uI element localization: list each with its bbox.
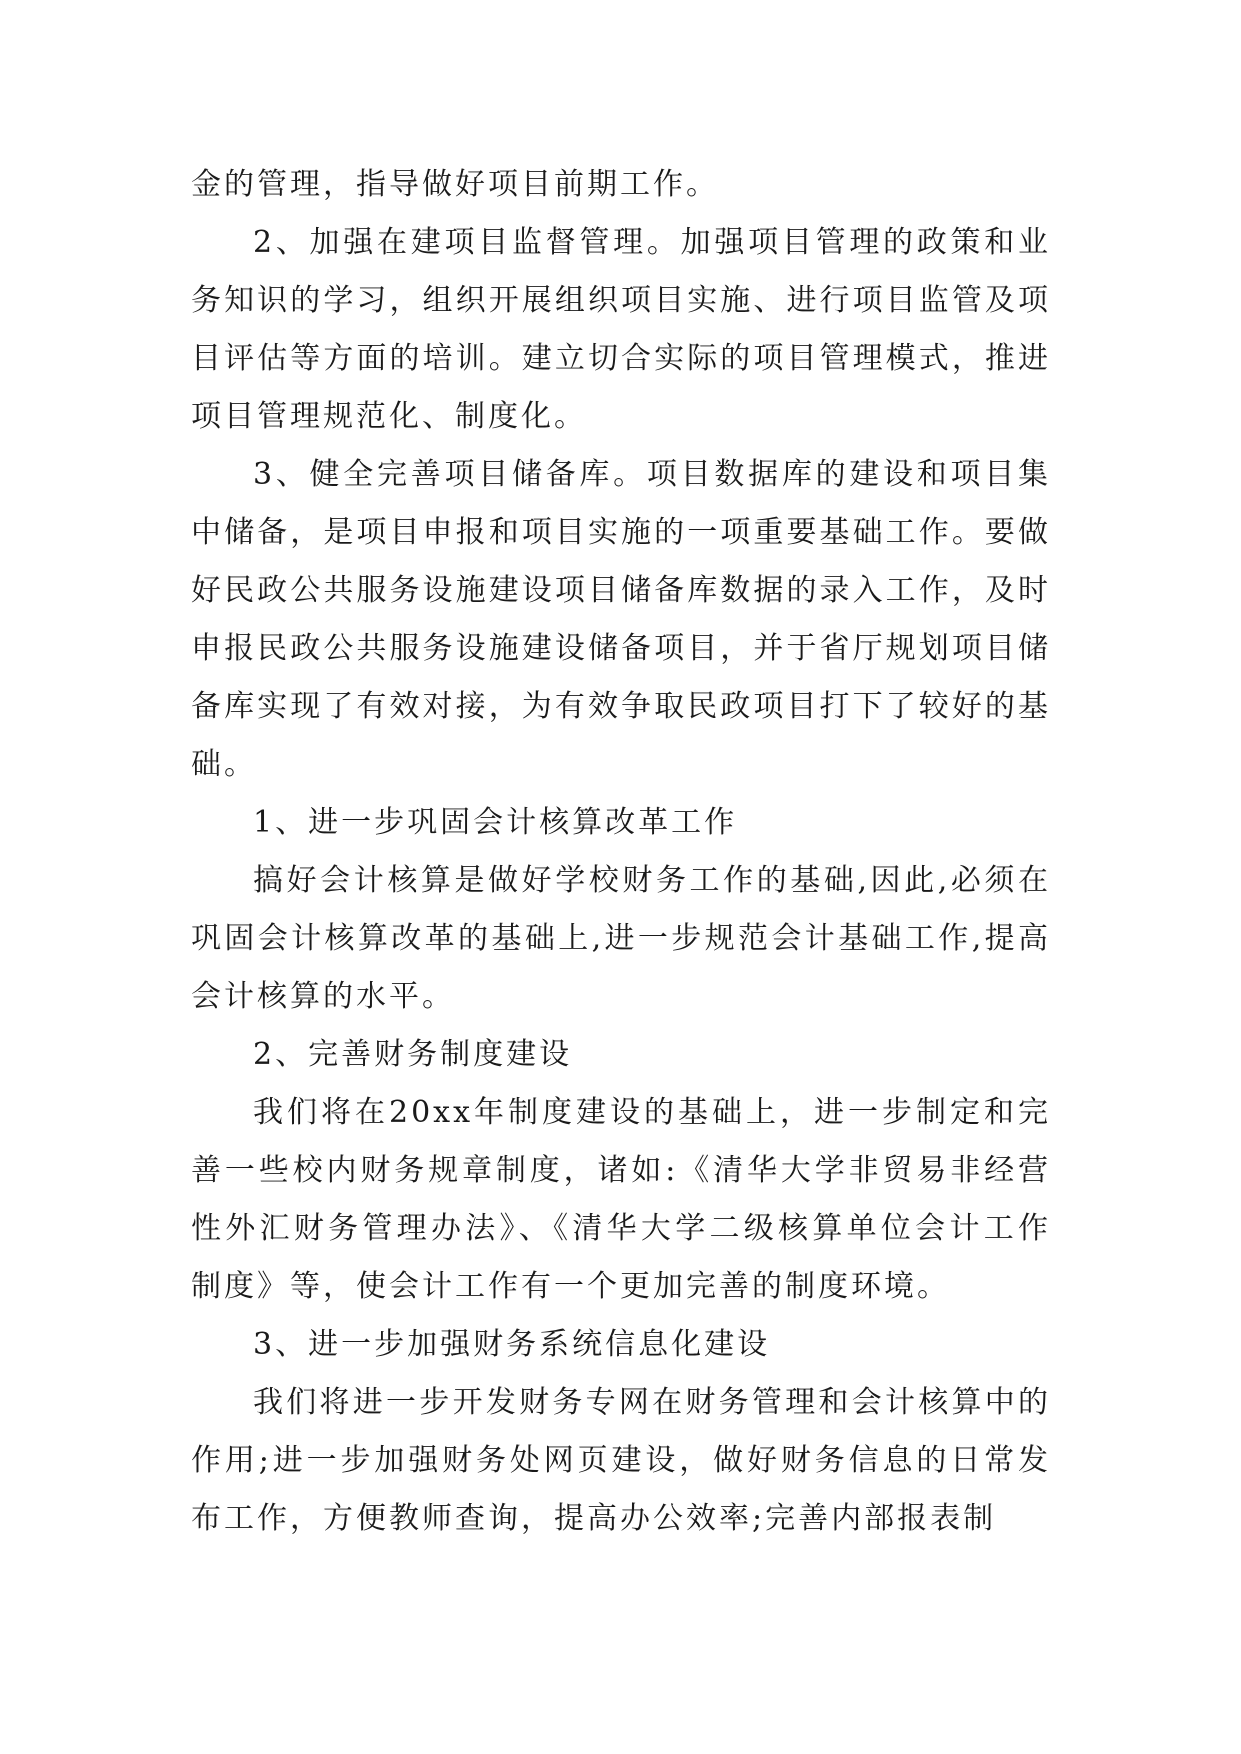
document-body bbox=[191, 156, 1051, 1548]
paragraph-item-3-project-reserve: 3、健全完善项目储备库。项目数据库的建设和项目集中储备，是项目申报和项目实施的一项重要基础工作。要做好民政公共服务设施建设项目储备库数据的录入工作，及时申报民政公共服务设施建设储备项目，并于省厅规划项目储备库实现了有效对接，为有效争取民政项目打下了较好的基础。 bbox=[191, 457, 1051, 782]
heading-accounting-reform: 1、进一步巩固会计核算改革工作 bbox=[253, 805, 738, 840]
heading-financial-system: 2、完善财务制度建设 bbox=[253, 1037, 573, 1072]
paragraph-accounting-reform: 搞好会计核算是做好学校财务工作的基础,因此,必须在巩固会计核算改革的基础上,进一步规范会计基础工作,提高会计核算的水平。 bbox=[191, 863, 1051, 1014]
paragraph-continuation: 金的管理，指导做好项目前期工作。 bbox=[191, 167, 719, 202]
paragraph-informatization: 我们将进一步开发财务专网在财务管理和会计核算中的作用;进一步加强财务处网页建设，做好财务信息的日常发布工作，方便教师查询，提高办公效率;完善内部报表制 bbox=[191, 1385, 1051, 1536]
heading-informatization: 3、进一步加强财务系统信息化建设 bbox=[253, 1327, 771, 1362]
paragraph-item-2-project-supervision: 2、加强在建项目监督管理。加强项目管理的政策和业务知识的学习，组织开展组织项目实施、进行项目监管及项目评估等方面的培训。建立切合实际的项目管理模式，推进项目管理规范化、制度化。 bbox=[191, 225, 1051, 434]
paragraph-financial-system: 我们将在20xx年制度建设的基础上，进一步制定和完善一些校内财务规章制度，诸如:《清华大学非贸易非经营性外汇财务管理办法》、《清华大学二级核算单位会计工作制度》等，使会计工作有一个更加完善的制度环境。 bbox=[191, 1095, 1051, 1304]
